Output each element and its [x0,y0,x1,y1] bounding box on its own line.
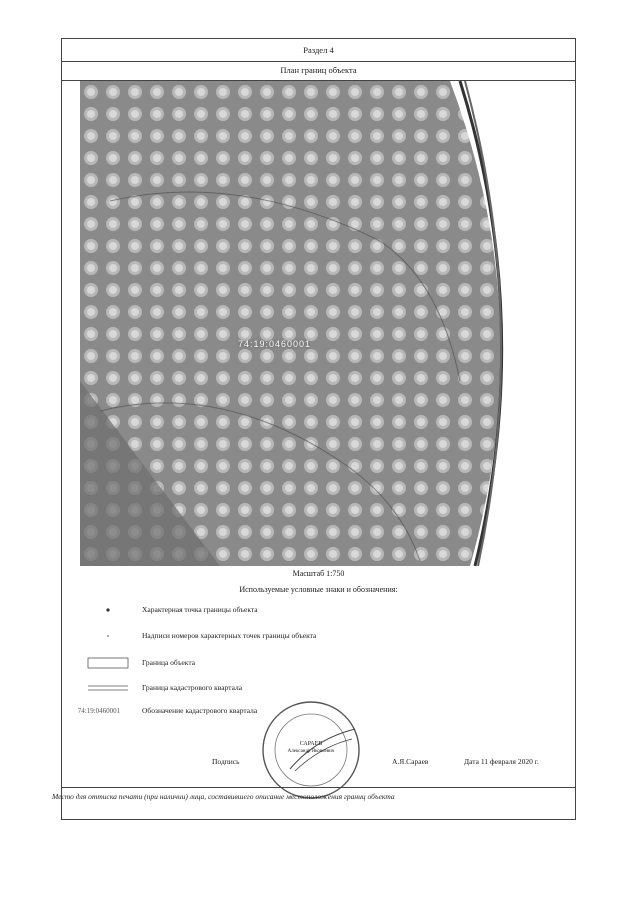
legend-item: Характерная точка границы объекта [72,603,575,621]
plan-title: План границ объекта [280,65,357,75]
signature-row [62,755,575,771]
divider [62,61,575,62]
point-number-symbol [84,629,132,643]
seal-stamp [260,699,362,801]
signature-date: Дата 11 февраля 2020 г. [464,757,539,766]
boundary-map-image [80,81,511,566]
seal-place-note: Место для оттиска печати (при наличии) лица, составившего описание местоположения границ объекта [52,792,395,801]
quarter-code-symbol: 74:19:0460001 [77,707,121,715]
object-boundary-symbol [84,656,132,670]
stamp-name: САРАЕВ [299,741,323,747]
parcel-label: 74:19:0460001 [238,339,312,349]
quarter-boundary-symbol [84,681,132,695]
legend-item: Граница кадастрового квартала [72,681,575,699]
stamp-fullname: Александр Яковлевич [287,749,335,754]
legend-item: Граница объекта [72,656,575,674]
point-symbol [84,603,132,617]
signature-label: Подпись [212,757,240,766]
signer-name: А.Я.Сараев [392,757,429,766]
legend-title: Используемые условные знаки и обозначения: [239,585,398,594]
divider [62,787,575,788]
scale-label: Масштаб 1:750 [292,569,345,578]
document-frame [61,38,576,820]
legend-item: 74:19:0460001 Обозначение кадастрового квартала [72,704,575,722]
section-title: Раздел 4 [303,45,334,55]
legend-item: Надписи номеров характерных точек границы объекта [72,629,575,647]
map-graphic [80,81,511,566]
